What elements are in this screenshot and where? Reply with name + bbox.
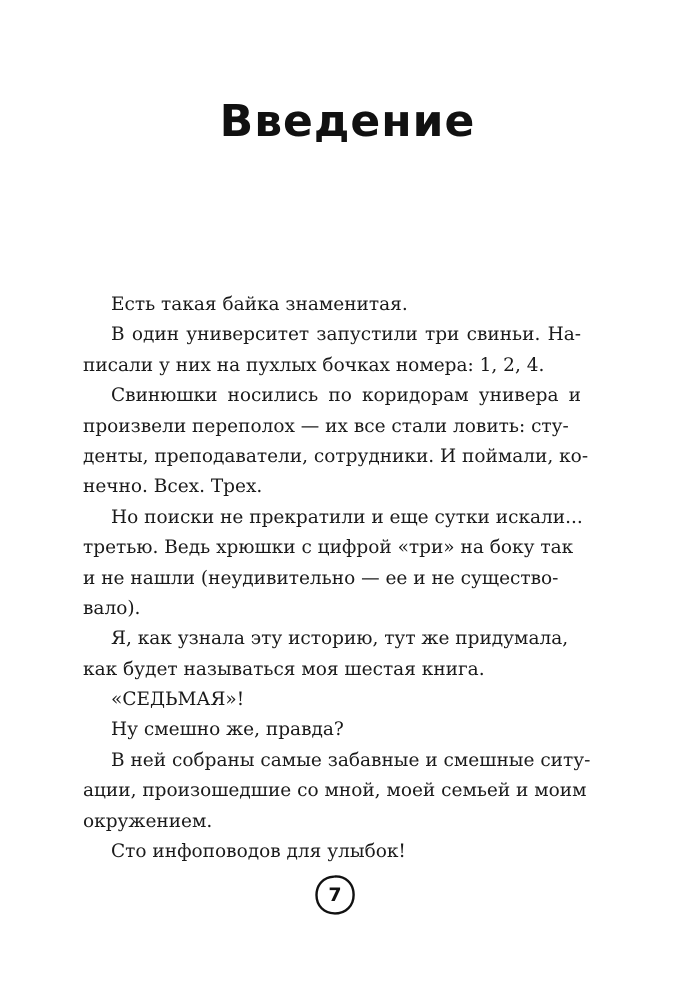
text-line: писали у них на пухлых бочках номера: 1, 2, 4. xyxy=(83,354,545,376)
text-line: Свинюшки носились по коридорам универа и xyxy=(111,385,581,407)
chapter-title: Введение xyxy=(219,96,476,147)
text-line: окружением. xyxy=(83,810,213,832)
text-line: Я, как узнала эту историю, тут же придумала, xyxy=(111,628,569,650)
text-line: и не нашли (неудивительно — ее и не существо- xyxy=(83,567,559,589)
text-line: нечно. Всех. Трех. xyxy=(83,476,263,498)
text-line: Сто инфоповодов для улыбок! xyxy=(111,841,406,863)
text-line: В ней собраны самые забавные и смешные ситу- xyxy=(111,749,591,771)
text-line: Есть такая байка знаменитая. xyxy=(111,294,408,315)
page-number: 7 xyxy=(328,884,342,906)
text-line: вало). xyxy=(83,597,141,619)
text-line: как будет называться моя шестая книга. xyxy=(83,658,485,680)
text-line: В один университет запустили три свиньи. На- xyxy=(111,324,581,346)
text-line: третью. Ведь хрюшки с цифрой «три» на боку так xyxy=(83,537,574,559)
text-line: денты, преподаватели, сотрудники. И поймали, ко- xyxy=(83,445,589,467)
text-line: Но поиски не прекратили и еще сутки искали... xyxy=(111,506,583,528)
page-number-badge xyxy=(313,873,357,917)
text-line: ации, произошедшие со мной, моей семьей и моим xyxy=(83,780,587,802)
text-line: Ну смешно же, правда? xyxy=(111,719,344,741)
text-line: «СЕДЬМАЯ»! xyxy=(111,689,245,711)
text-line: произвели переполох — их все стали ловить: сту- xyxy=(83,415,569,437)
chapter-body xyxy=(83,290,591,867)
